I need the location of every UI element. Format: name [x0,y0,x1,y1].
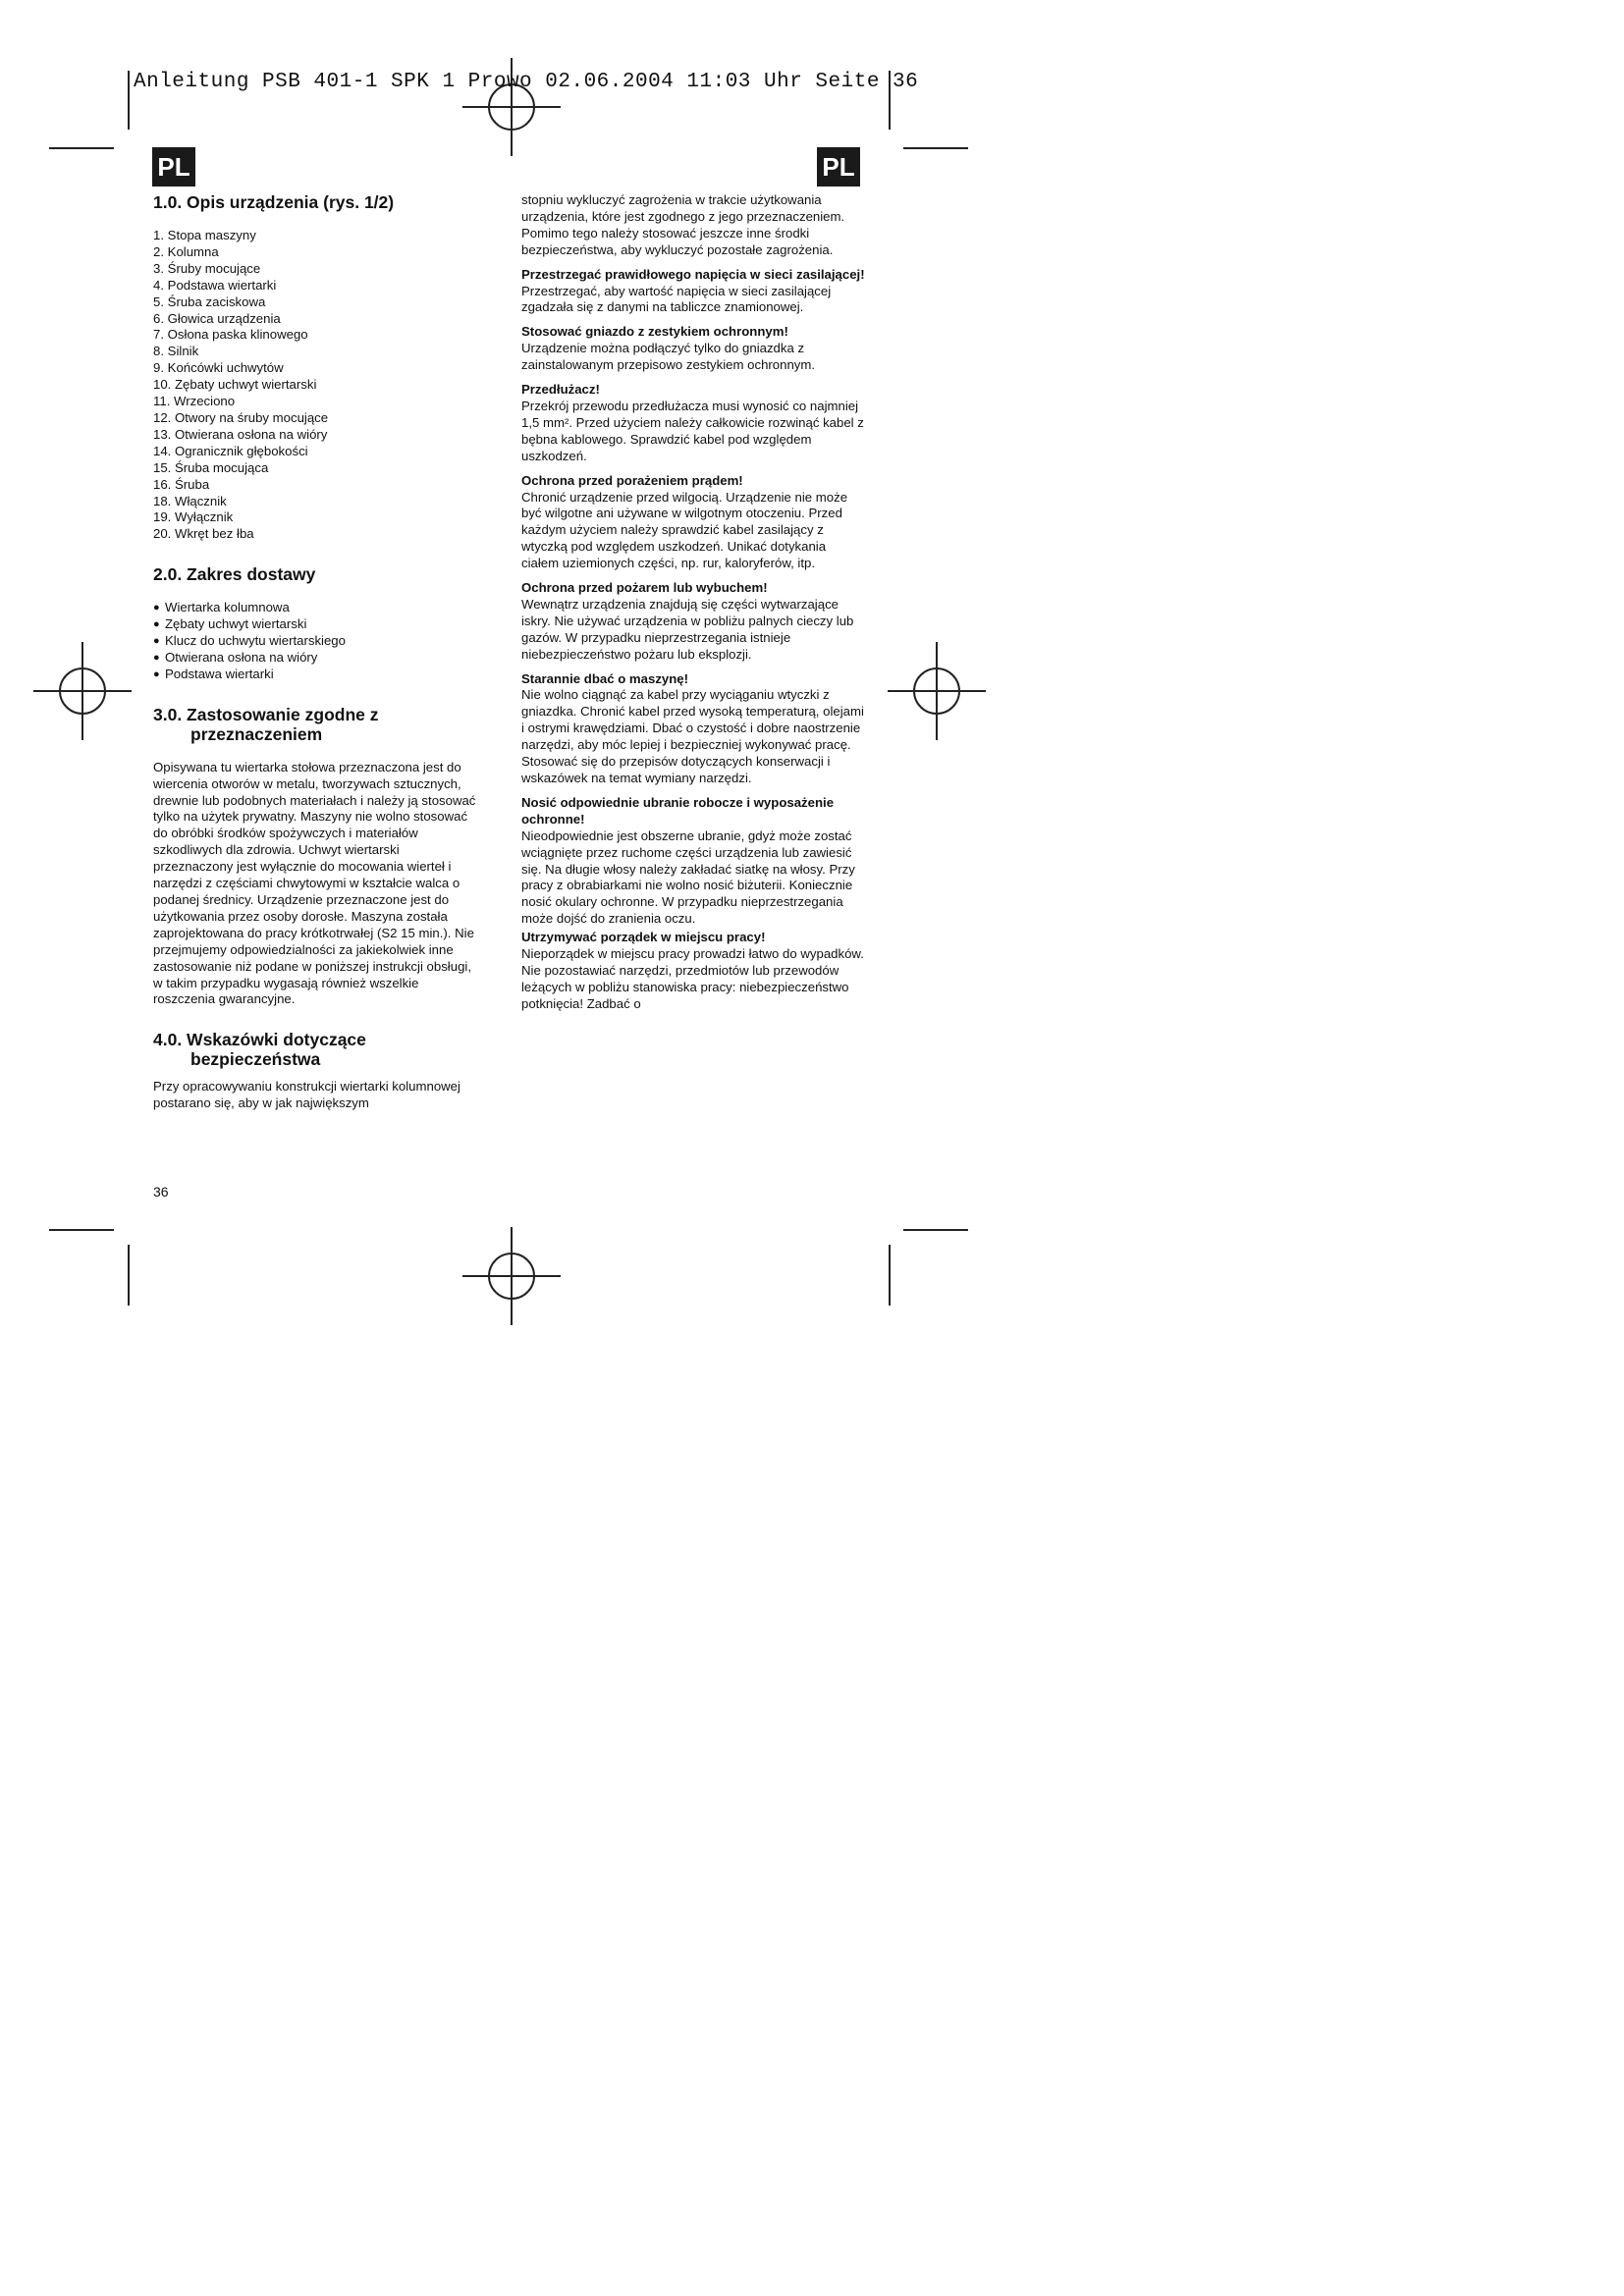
list-item: 13. Otwierana osłona na wióry [153,426,328,442]
safety-block-text: Przekrój przewodu przedłużacza musi wynosić co najmniej 1,5 mm². Przed użyciem należy całkowicie rozwinąć kabel z bębna kablowego. Sprawdzić kabel pod względem uszkodzeń. [521,398,864,463]
safety-block-title: Ochrona przed pożarem lub wybuchem! [521,580,768,596]
parts-list [153,228,477,543]
list-item: 8. Silnik [153,344,199,359]
list-item: 12. Otwory na śruby mocujące [153,409,329,425]
page-number: 36 [153,1184,169,1200]
safety-block-fire [521,580,865,664]
registration-mark-bottom [488,1253,535,1300]
list-item: 15. Śruba mocująca [153,459,269,475]
crop-mark-top-left-vertical [128,71,130,130]
list-item: 19. Wyłącznik [153,509,234,525]
delivery-list [153,600,477,683]
list-item: 9. Końcówki uchwytów [153,360,284,376]
safety-block-extension-cord [521,382,865,465]
crop-mark-bottom-left-horizontal [49,1229,114,1231]
safety-intro-text: Przy opracowywaniu konstrukcji wiertarki kolumnowej postarano się, aby w jak największym [153,1079,460,1111]
section-delivery-scope [153,564,477,683]
safety-block-socket [521,324,865,374]
list-item: 6. Głowica urządzenia [153,310,281,326]
section-title-safety: 4.0. Wskazówki dotyczące bezpieczeństwa [153,1030,366,1070]
safety-block-title: Przedłużacz! [521,382,600,398]
section-intended-use [153,705,477,1009]
section-safety [153,1030,477,1112]
list-item: 14. Ogranicznik głębokości [153,443,308,458]
list-item: 5. Śruba zaciskowa [153,294,266,309]
language-badge-right: PL [817,147,860,187]
safety-block-text: Nie wolno ciągnąć za kabel przy wyciąganiu wtyczki z gniazdka. Chronić kabel przed wysoką temperaturą, olejami i ostrymi krawędziami. Dbać o czystość i dobre naostrzenie narzędzi, aby móc lepiej i bezpieczniej wykonywać pracę. Stosować się do przepisów dotyczących konserwacji i wskazówek na temat wymiany narzędzi. [521,687,864,785]
list-item: 11. Wrzeciono [153,394,236,409]
safety-block-machine-care [521,671,865,787]
list-item: 1. Stopa maszyny [153,228,256,242]
safety-block-title: Utrzymywać porządek w miejscu pracy! [521,930,766,945]
section-title-delivery-scope: 2.0. Zakres dostawy [153,564,316,585]
crop-mark-top-left-horizontal [49,147,114,149]
safety-block-text: Wewnątrz urządzenia znajdują się części wytwarzające iskry. Nie używać urządzenia w pobliżu palnych cieczy lub gazów. W przypadku nieprzestrzegania istnieje niebezpieczeństwo pożaru lub eksplozji. [521,596,854,662]
section-title-description: 1.0. Opis urządzenia (rys. 1/2) [153,192,395,212]
list-item: ● Podstawa wiertarki [153,667,477,683]
safety-block-title: Nosić odpowiednie ubranie robocze i wyposażenie ochronne! [521,794,835,827]
list-item: 10. Zębaty uchwyt wiertarski [153,377,317,393]
section-title-intended-use: 3.0. Zastosowanie zgodne z przeznaczeniem [153,704,379,744]
crop-mark-top-right-horizontal [903,147,968,149]
safety-block-electric-shock [521,473,865,572]
list-item: ● Zębaty uchwyt wiertarski [153,616,477,633]
print-slug-header: Anleitung PSB 401-1 SPK 1 Prowo 02.06.2004 11:03 Uhr Seite 36 [134,71,919,93]
list-item: 3. Śruby mocujące [153,260,261,276]
section-description [153,192,477,543]
safety-block-voltage [521,267,865,317]
safety-block-workplace-order [521,930,865,1013]
crop-mark-bottom-right-horizontal [903,1229,968,1231]
registration-mark-right [913,667,960,715]
registration-mark-left [59,667,106,715]
safety-block-text: Nieodpowiednie jest obszerne ubranie, gdyż może zostać wciągnięte przez ruchome części urządzenia lub zawiesić się. Na długie włosy należy zakładać siatkę na włosy. Przy pracy z obrabiarkami nie wolno nosić biżuterii. Koniecznie nosić okulary ochronne. W przypadku nieprzestrzegania może dojść do zranienia oczu. [521,828,855,927]
list-item: ● Klucz do uchwytu wiertarskiego [153,633,477,650]
safety-block-clothing [521,795,865,928]
list-item: 16. Śruba [153,476,210,492]
safety-block-title: Starannie dbać o maszynę! [521,670,689,686]
safety-block-text: Urządzenie można podłączyć tylko do gniazdka z zainstalowanym przepisowo zestykiem ochronnym. [521,341,816,373]
language-badge-left: PL [152,147,195,187]
list-item: ● Otwierana osłona na wióry [153,650,477,667]
list-item: 7. Osłona paska klinowego [153,327,308,343]
safety-block-title: Przestrzegać prawidłowego napięcia w sieci zasilającej! [521,266,865,282]
list-item: ● Wiertarka kolumnowa [153,600,477,616]
safety-continued-text: stopniu wykluczyć zagrożenia w trakcie użytkowania urządzenia, które jest zgodnego z jego przeznaczeniem. Pomimo tego należy stosować jeszcze inne środki bezpieczeństwa, aby wykluczyć pozostałe zagrożenia. [521,192,845,257]
intended-use-text: Opisywana tu wiertarka stołowa przeznaczona jest do wiercenia otworów w metalu, tworzywach sztucznych, drewnie lub podobnych materiałach i należy ją stosować tylko na użytek prywatny. Maszyny nie wolno stosować do obróbki środków spożywczych i materiałów szkodliwych dla zdrowia. Uchwyt wiertarski przeznaczony jest wyłącznie do mocowania wierteł i narzędzi z częściami chwytowymi w kształcie walca o podanej średnicy. Urządzenie przeznaczone jest do użytkowania przez osoby dorosłe. Maszyna została zaprojektowana do pracy krótkotrwałej (S2 15 min.). Nie przejmujemy odpowiedzialności za jakiekolwiek inne zastosowanie niż podane w poniższej instrukcji obsługi, w takim przypadku wygasają również wszelkie roszczenia gwarancyjne. [153,759,476,1007]
crop-mark-bottom-left-vertical [128,1245,130,1306]
safety-block-title: Ochrona przed porażeniem prądem! [521,472,743,488]
list-item: 20. Wkręt bez łba [153,526,254,542]
right-column [521,192,865,1021]
safety-block-title: Stosować gniazdo z zestykiem ochronnym! [521,324,788,340]
left-column [153,192,477,1112]
list-item: 18. Włącznik [153,493,227,508]
list-item: 4. Podstawa wiertarki [153,277,277,293]
list-item: 2. Kolumna [153,243,219,259]
safety-block-text: Nieporządek w miejscu pracy prowadzi łatwo do wypadków. Nie pozostawiać narzędzi, przedmiotów lub przewodów leżących w pobliżu stanowiska pracy: niebezpieczeństwo potknięcia! Zadbać o [521,946,864,1011]
crop-mark-bottom-right-vertical [889,1245,891,1306]
safety-block-text: Przestrzegać, aby wartość napięcia w sieci zasilającej zgadzała się z danymi na tabliczce znamionowej. [521,283,832,315]
safety-block-text: Chronić urządzenie przed wilgocią. Urządzenie nie może być wilgotne ani używane w wilgotnym otoczeniu. Przed każdym użyciem należy sprawdzić kabel zasilający z wtyczką pod względem uszkodzeń. Unikać dotykania ciałem uziemionych części, np. rur, kaloryferów, itp. [521,489,848,571]
